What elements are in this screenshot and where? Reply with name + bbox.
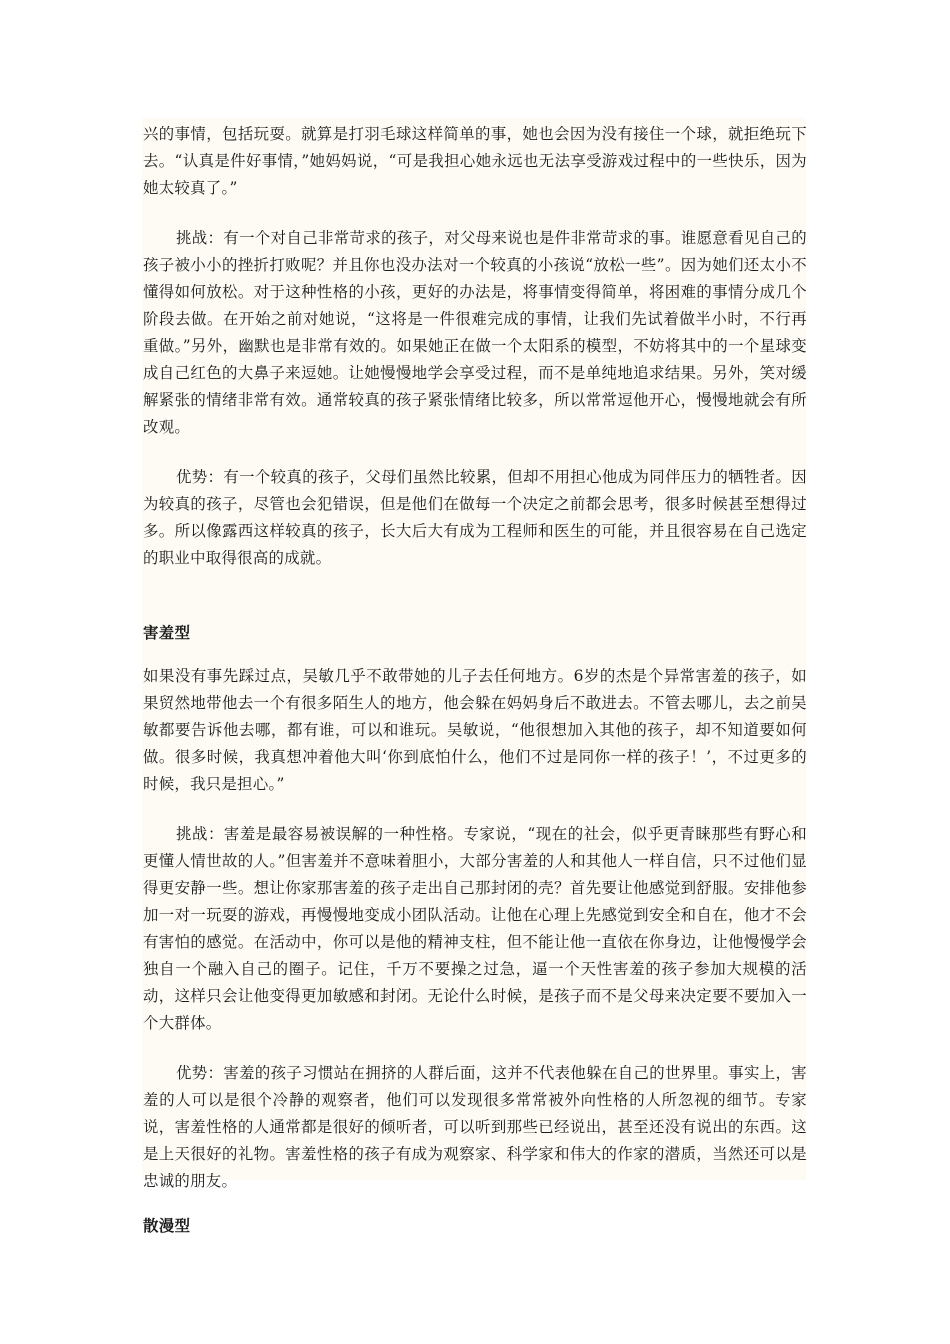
section-heading-shy: 害羞型 <box>143 624 191 642</box>
paragraph-perfectionist-challenge: 挑战：有一个对自己非常苛求的孩子，对父母来说也是件非常苛求的事。谁愿意看见自己的孩子被小小的挫折打败呢？并且你也没办法对一个较真的小孩说“放松一些”。因为她们还太小不懂得如何放松。对于这种性格的小孩，更好的办法是，将事情变得简单，将困难的事情分成几个阶段去做。在开始之前对她说，“这将是一件很难完成的事情，让我们先试着做半小时，不行再重做。”另外，幽默也是非常有效的。如果她正在做一个太阳系的模型，不妨将其中的一个星球变成自己红色的大鼻子来逗她。让她慢慢地学会享受过程，而不是单纯地追求结果。另外，笑对缓解紧张的情绪非常有效。通常较真的孩子紧张情绪比较多，所以常常逗他开心，慢慢地就会有所改观。 <box>143 229 807 436</box>
paragraph-perfectionist-advantage: 优势：有一个较真的孩子，父母们虽然比较累，但却不用担心他成为同伴压力的牺牲者。因为较真的孩子，尽管也会犯错误，但是他们在做每一个决定之前都会思考，很多时候甚至想得过多。所以像露西这样较真的孩子，长大后大有成为工程师和医生的可能，并且很容易在自己选定的职业中取得很高的成就。 <box>143 468 807 567</box>
paragraph-shy-advantage: 优势：害羞的孩子习惯站在拥挤的人群后面，这并不代表他躲在自己的世界里。事实上，害羞的人可以是很个冷静的观察者，他们可以发现很多常常被外向性格的人所忽视的细节。专家说，害羞性格的人通常都是很好的倾听者，可以听到那些已经说出，甚至还没有说出的东西。这是上天很好的礼物。害羞性格的孩子有成为观察家、科学家和伟大的作家的潜质，当然还可以是忠诚的朋友。 <box>143 1064 807 1190</box>
section-heading-casual: 散漫型 <box>143 1217 191 1235</box>
paragraph-shy-challenge: 挑战：害羞是最容易被误解的一种性格。专家说，“现在的社会，似乎更青睐那些有野心和更懂人情世故的人。”但害羞并不意味着胆小，大部分害羞的人和其他人一样自信，只不过他们显得更安静一些。想让你家那害羞的孩子走出自己那封闭的壳？首先要让他感觉到舒服。安排他参加一对一玩耍的游戏，再慢慢地变成小团队活动。让他在心理上先感觉到安全和自在，他才不会有害怕的感觉。在活动中，你可以是他的精神支柱，但不能让他一直依在你身边，让他慢慢学会独自一个融入自己的圈子。记住，千万不要操之过急，逼一个天性害羞的孩子参加大规模的活动，这样只会让他变得更加敏感和封闭。无论什么时候，是孩子而不是父母来决定要不要加入一个大群体。 <box>143 825 807 1032</box>
document-body <box>143 121 807 1240</box>
paragraph-intro-continuation: 兴的事情，包括玩耍。就算是打羽毛球这样简单的事，她也会因为没有接住一个球，就拒绝玩下去。“认真是件好事情，”她妈妈说，“可是我担心她永远也无法享受游戏过程中的一些快乐，因为她太较真了。” <box>143 125 807 197</box>
paragraph-shy-intro: 如果没有事先踩过点，吴敏几乎不敢带她的儿子去任何地方。6岁的杰是个异常害羞的孩子，如果贸然地带他去一个有很多陌生人的地方，他会躲在妈妈身后不敢进去。不管去哪儿，去之前吴敏都要告诉他去哪，都有谁，可以和谁玩。吴敏说，“他很想加入其他的孩子，却不知道要如何做。很多时候，我真想冲着他大叫‘你到底怕什么，他们不过是同你一样的孩子！’，不过更多的时候，我只是担心。” <box>143 667 807 793</box>
